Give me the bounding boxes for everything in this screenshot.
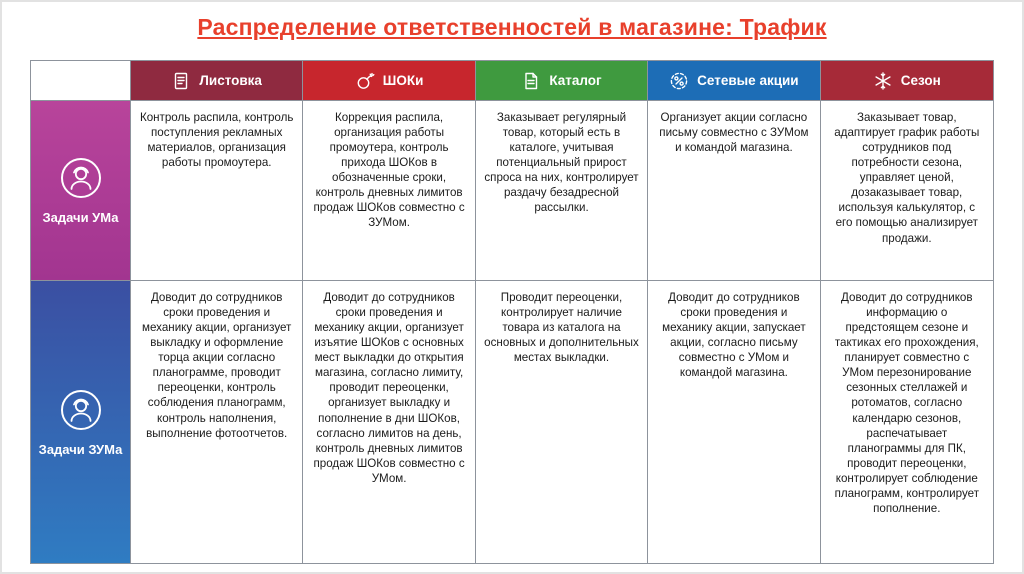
row-header-um (31, 101, 131, 281)
corner-cell (31, 61, 131, 101)
column-header-sezon (821, 61, 993, 101)
percent-icon (669, 71, 689, 91)
snowflake-icon (873, 71, 893, 91)
column-header-label: Сезон (900, 73, 941, 88)
column-header-label: Листовка (199, 73, 262, 88)
table-cell-um-shoki: Коррекция распила, организация работы промоутера, контроль прихода ШОКов в обозначенные сроки, контроль дневных лимитов продаж ШОКов совместно с ЗУМом. (303, 101, 475, 281)
table-cell-zum-setevye-akcii: Доводит до сотрудников сроки проведения и механику акции, запускает акции, согласно письму совместно с УМом и командой магазина. (648, 281, 820, 563)
page-title: Распределение ответственностей в магазине: Трафик (197, 14, 827, 40)
catalog-icon (521, 71, 541, 91)
column-header-label: Каталог (549, 73, 602, 88)
table-cell-zum-listovka: Доводит до сотрудников сроки проведения и механику акции, организует выкладку и оформление торца акции согласно планограмме, проводит переоценки, контроль соблюдения планограмм, контроль наполнения, выполнение фотоотчетов. (131, 281, 303, 563)
column-header-label: Сетевые акции (697, 73, 799, 88)
um-person-icon (59, 156, 103, 200)
column-header-shoki (303, 61, 475, 101)
zum-person-icon (59, 388, 103, 432)
row-header-label: Задачи УМа (42, 210, 119, 225)
column-header-label: ШОКи (382, 73, 424, 88)
flyer-icon (171, 71, 191, 91)
column-header-katalog (476, 61, 648, 101)
row-header-label: Задачи ЗУМа (38, 441, 123, 457)
table-cell-um-sezon: Заказывает товар, адаптирует график работы сотрудников под потребности сезона, управляет ценой, дозаказывает товар, используя калькулятор, с его помощью анализирует продажи. (821, 101, 993, 281)
responsibility-table (30, 60, 994, 564)
column-header-listovka (131, 61, 303, 101)
table-cell-zum-sezon: Доводит до сотрудников информацию о предстоящем сезоне и тактиках его прохождения, планирует совместно с УМом перезонирование сезонных стеллажей и ротоматов, согласно календарю сезонов, распечатывает планограммы для ПК, проводит переоценки, контролирует соблюдение планограмм, контролирует пополнение. (834, 291, 980, 515)
bomb-icon (355, 71, 375, 91)
table-cell-um-katalog: Заказывает регулярный товар, который есть в каталоге, учитывая потенциальный прирост спроса на них, контролирует раздачу безадресной рассылки. (476, 101, 648, 281)
table-cell-zum-katalog: Проводит переоценки, контролирует наличие товара из каталога на основных и дополнительных местах выкладки. (476, 281, 648, 563)
table-cell-zum-shoki: Доводит до сотрудников сроки проведения и механику акции, организует изъятие ШОКов с основных мест выкладки до открытия магазина, согласно лимиту, проводит переоценки, организует выкладку и пополнение в дни ШОКов, согласно лимитов на день, контроль дневных лимитов продаж ШОКов совместно с УМом. (303, 281, 475, 563)
row-header-zum (31, 281, 131, 563)
table-cell-um-setevye-akcii: Организует акции согласно письму совместно с ЗУМом и командой магазина. (648, 101, 820, 281)
table-cell-um-listovka: Контроль распила, контроль поступления рекламных материалов, организация работы промоутера. (131, 101, 303, 281)
column-header-setevye-akcii (648, 61, 820, 101)
